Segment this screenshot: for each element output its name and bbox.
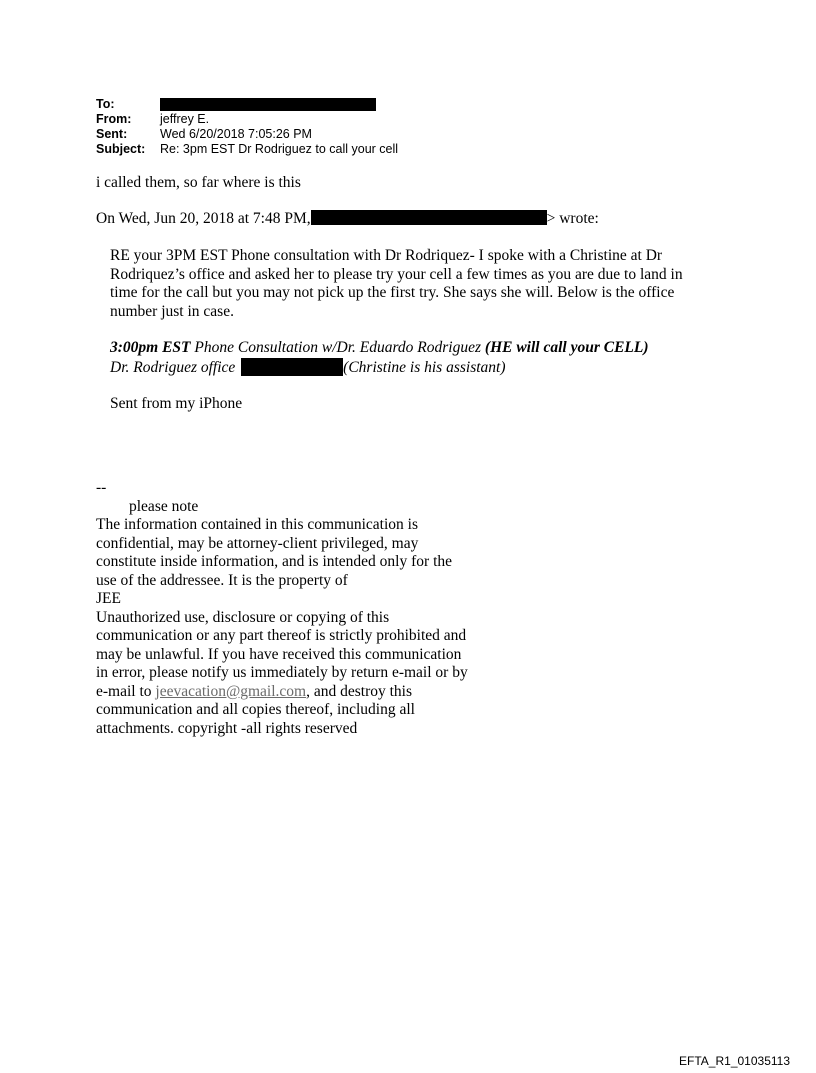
quoted-message xyxy=(110,247,710,414)
redacted-recipient xyxy=(160,98,376,111)
disclaimer-text-2: Unauthorized use, disclosure or copying of this communication or any part thereof is strictly prohibited and may be unlawful. If you have received this communication in error, please notify us immediately by return e-mail or by e-mail to xyxy=(96,608,468,700)
disclaimer-note-label: please note xyxy=(129,497,199,515)
quoted-paragraph: RE your 3PM EST Phone consultation with Dr Rodriquez- I spoke with a Christine at Dr Rodriquez’s office and asked her to please try your cell a few times as you are due to land in time for the call but you may not pick up the first try. She says she will. Below is the office number just in case. xyxy=(110,247,683,320)
document-id: EFTA_R1_01035113 xyxy=(679,1054,790,1068)
reply-text: i called them, so far where is this xyxy=(96,174,301,191)
disclaimer-text-3: , and destroy this communication and all copies thereof, including all attachments. copyright -all rights reserved xyxy=(96,682,415,737)
office-line xyxy=(110,358,710,378)
quote-intro-wrote: > wrote: xyxy=(546,210,599,227)
disclaimer-text-1: The information contained in this communication is confidential, may be attorney-client privileged, may constitute inside information, and is intended only for the use of the addressee. It is the property of xyxy=(96,516,453,589)
from-label: From: xyxy=(96,112,132,126)
quote-intro xyxy=(96,210,599,229)
office-note: (Christine is his assistant) xyxy=(343,358,506,376)
email-link[interactable]: jeevacation@gmail.com xyxy=(155,682,307,700)
consultation-line xyxy=(110,339,710,358)
consult-text: Phone Consultation w/Dr. Eduardo Rodriguez xyxy=(190,339,485,356)
disclaimer-owner: JEE xyxy=(96,590,121,607)
from-value: jeffrey E. xyxy=(160,112,210,126)
signature: Sent from my iPhone xyxy=(110,395,243,412)
sent-label: Sent: xyxy=(96,127,128,141)
redacted-sender xyxy=(311,210,547,225)
consult-callout: (HE will call your CELL) xyxy=(484,339,649,356)
office-label: Dr. Rodriguez office xyxy=(110,358,236,376)
disclaimer-dashes: -- xyxy=(96,479,107,496)
subject-value: Re: 3pm EST Dr Rodriguez to call your cell xyxy=(160,142,399,156)
disclaimer xyxy=(96,479,468,738)
to-row xyxy=(96,97,398,112)
subject-row xyxy=(96,142,398,157)
sent-value: Wed 6/20/2018 7:05:26 PM xyxy=(160,127,312,141)
email-header xyxy=(96,97,398,157)
to-label: To: xyxy=(96,97,115,111)
disclaimer-text-2-block xyxy=(96,609,468,739)
sent-row xyxy=(96,127,398,142)
consult-time: 3:00pm EST xyxy=(110,339,191,356)
subject-label: Subject: xyxy=(96,142,146,156)
redacted-phone xyxy=(241,358,343,376)
quote-intro-date: On Wed, Jun 20, 2018 at 7:48 PM, xyxy=(96,210,311,227)
from-row xyxy=(96,112,398,127)
